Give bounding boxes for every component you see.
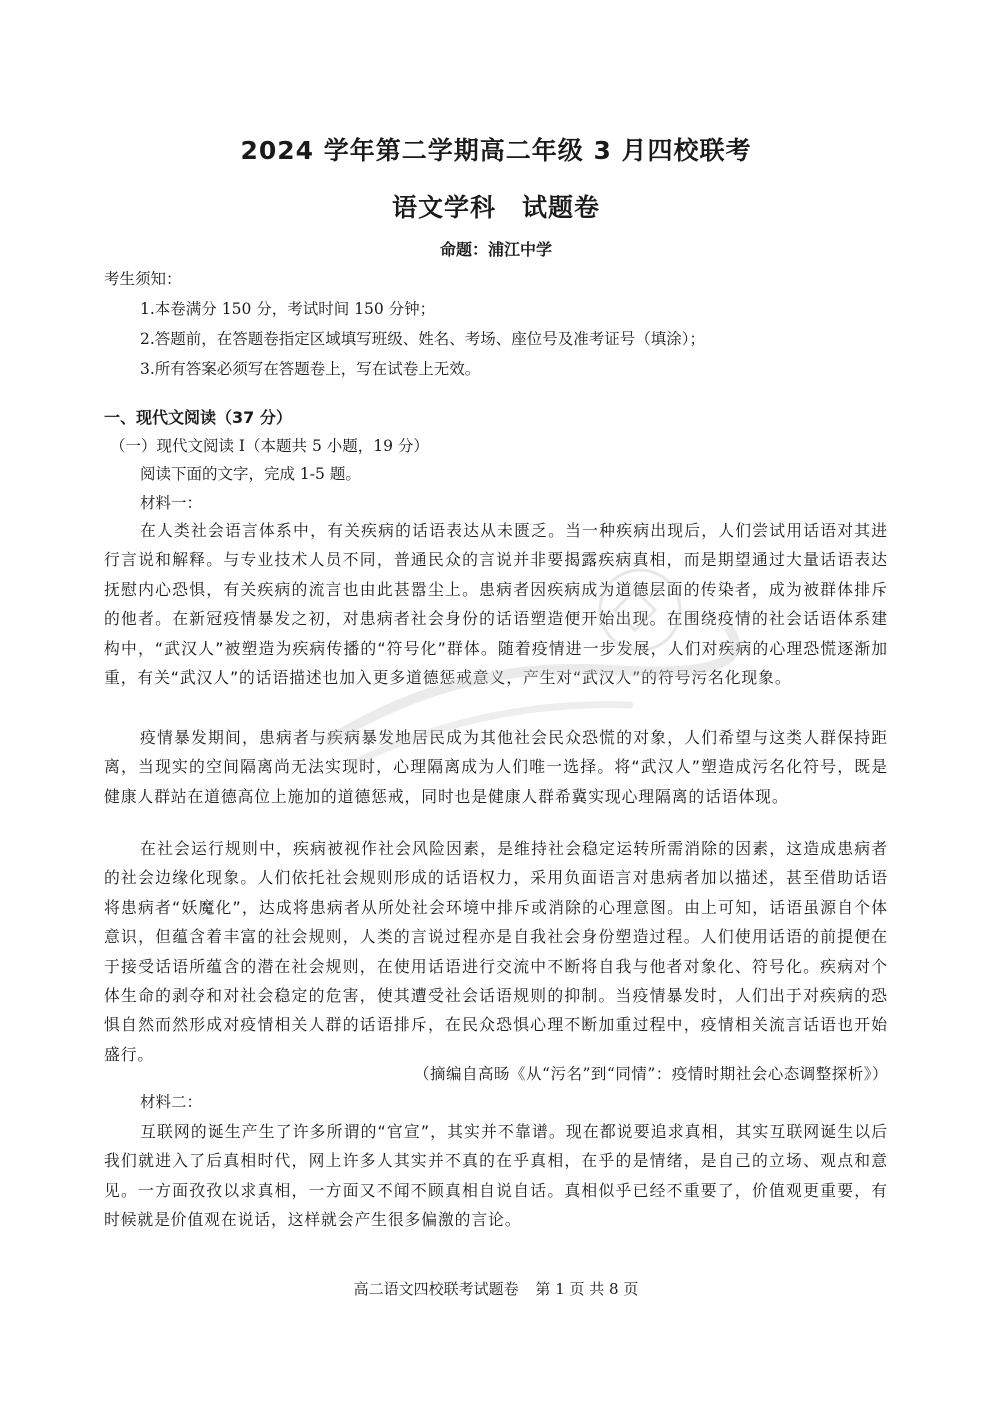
notice-heading: 考生须知：	[104, 270, 182, 288]
page-footer	[0, 1278, 992, 1299]
candidate-notice	[104, 264, 904, 384]
footer-page-number: 第 1 页 共 8 页	[535, 1280, 639, 1298]
section-subheading: （一）现代文阅读 I（本题共 5 小题，19 分）	[110, 437, 429, 455]
notice-item: 2.答题前，在答题卷指定区域填写班级、姓名、考场、座位号及准考证号（填涂）；	[140, 330, 706, 348]
reading-instruction: 阅读下面的文字，完成 1-5 题。	[140, 465, 361, 483]
exam-subtitle: 语文学科 试题卷	[391, 193, 600, 222]
notice-item: 3.所有答案必须写在答题卷上，写在试卷上无效。	[140, 360, 481, 378]
material-one-paragraph: 疫情暴发期间，患病者与疾病暴发地居民成为其他社会民众恐慌的对象，人们希望与这类人群保持距离，当现实的空间隔离尚无法实现时，心理隔离成为人们唯一选择。将“武汉人”塑造成污名化符号，既是健康人群站在道德高位上施加的道德惩戒，同时也是健康人群希冀实现心理隔离的话语体现。	[104, 728, 888, 806]
exam-author: 命题：浦江中学	[439, 240, 552, 259]
material-one-citation: （摘编自高旸《从“污名”到“同情”：疫情时期社会心态调整探析》）	[414, 1065, 888, 1083]
material-one-paragraph: 在社会运行规则中，疾病被视作社会风险因素，是维持社会稳定运转所需消除的因素，这造成患病者的社会边缘化现象。人们依托社会规则形成的话语权力，采用负面语言对患病者加以描述，甚至借助话语将患病者“妖魔化”，达成将患病者从所处社会环境中排斥或消除的心理意图。由上可知，话语虽源自个体意识，但蕴含着丰富的社会规则，人类的言说过程亦是自我社会身份塑造过程。人们使用话语的前提便在于接受话语所蕴含的潜在社会规则，在使用话语进行交流中不断将自我与他者对象化、符号化。疾病对个体生命的剥夺和对社会稳定的危害，使其遭受社会话语规则的抑制。当疫情暴发时，人们出于对疾病的恐惧自然而然形成对疫情相关人群的话语排斥，在民众恐惧心理不断加重过程中，疫情相关流言话语也开始盛行。	[104, 839, 888, 1064]
material-two-label: 材料二：	[140, 1093, 203, 1111]
notice-item: 1.本卷满分 150 分，考试时间 150 分钟；	[140, 300, 436, 318]
material-one-label: 材料一：	[140, 494, 203, 512]
section-heading: 一、现代文阅读（37 分）	[104, 408, 292, 427]
exam-title: 2024 学年第二学期高二年级 3 月四校联考	[240, 136, 752, 165]
footer-exam-name: 高二语文四校联考试题卷	[353, 1280, 519, 1298]
material-one-paragraph: 在人类社会语言体系中，有关疾病的话语表达从未匮乏。当一种疾病出现后，人们尝试用话语对其进行言说和解释。与专业技术人员不同，普通民众的言说并非要揭露疾病真相，而是期望通过大量话语表达抚慰内心恐惧，有关疾病的流言也由此甚嚣尘上。患病者因疾病成为道德层面的传染者，成为被群体排斥的他者。在新冠疫情暴发之初，对患病者社会身份的话语塑造便开始出现。在围绕疫情的社会话语体系建构中，“武汉人”被塑造为疾病传播的“符号化”群体。随着疫情进一步发展，人们对疾病的心理恐慌逐渐加重，有关“武汉人”的话语描述也加入更多道德惩戒意义，产生对“武汉人”的符号污名化现象。	[104, 521, 888, 688]
material-two-paragraph: 互联网的诞生产生了许多所谓的“官宣”，其实并不靠谱。现在都说要追求真相，其实互联网诞生以后我们就进入了后真相时代，网上许多人其实并不真的在乎真相，在乎的是情绪，是自己的立场、观点和意见。一方面孜孜以求真相，一方面又不闻不顾真相自说自话。真相似乎已经不重要了，价值观更重要，有时候就是价值观在说话，这样就会产生很多偏激的言论。	[104, 1122, 888, 1230]
